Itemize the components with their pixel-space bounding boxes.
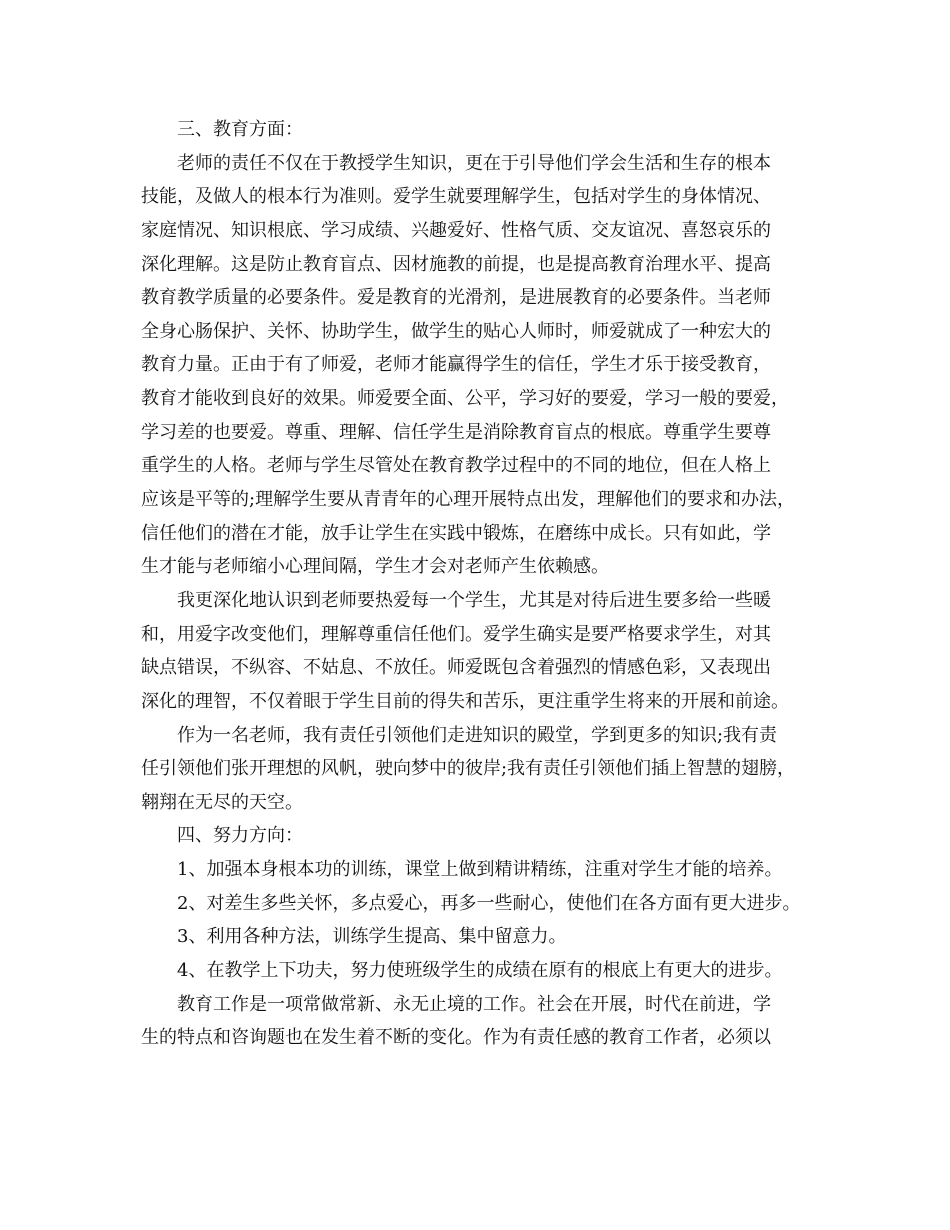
text-line: 3、利用各种方法，训练学生提高、集中留意力。 bbox=[177, 926, 567, 948]
text-line: 家庭情况、知识根底、学习成绩、兴趣爱好、性格气质、交友谊况、喜怒哀乐的 bbox=[141, 219, 771, 241]
text-line: 深化理解。这是防止教育盲点、因材施教的前提，也是提高教育治理水平、提高 bbox=[141, 253, 771, 275]
text-line: 深化的理智，不仅着眼于学生目前的得失和苦乐，更注重学生将来的开展和前途。 bbox=[141, 690, 789, 712]
text-line: 应该是平等的;理解学生要从青青年的心理开展特点出发，理解他们的要求和办法， bbox=[141, 489, 796, 511]
text-line: 技能，及做人的根本行为准则。爱学生就要理解学生，包括对学生的身体情况、 bbox=[141, 186, 771, 208]
text-line: 1、加强本身根本功的训练，课堂上做到精讲精练，注重对学生才能的培养。 bbox=[177, 859, 783, 881]
text-line: 和，用爱字改变他们，理解尊重信任他们。爱学生确实是要严格要求学生，对其 bbox=[141, 623, 771, 645]
document-body bbox=[141, 113, 801, 1055]
text-line: 作为一名老师，我有责任引领他们走进知识的殿堂，学到更多的知识;我有责 bbox=[177, 724, 778, 746]
text-line: 全身心肠保护、关怀、协助学生，做学生的贴心人师时，师爱就成了一种宏大的 bbox=[141, 320, 771, 342]
text-line: 学习差的也要爱。尊重、理解、信任学生是消除教育盲点的根底。尊重学生要尊 bbox=[141, 421, 771, 443]
text-line: 生才能与老师缩小心理间隔，学生才会对老师产生依赖感。 bbox=[141, 556, 609, 578]
text-line: 三、教育方面： bbox=[177, 119, 303, 140]
text-line: 生的特点和咨询题也在发生着不断的变化。作为有责任感的教育工作者，必须以 bbox=[141, 1027, 771, 1049]
text-line: 翱翔在无尽的天空。 bbox=[141, 791, 303, 813]
text-line: 教育工作是一项常做常新、永无止境的工作。社会在开展，时代在前进，学 bbox=[177, 993, 771, 1015]
text-line: 我更深化地认识到老师要热爱每一个学生，尤其是对待后进生要多给一些暖 bbox=[177, 589, 771, 611]
text-line: 任引领他们张开理想的风帆，驶向梦中的彼岸;我有责任引领他们插上智慧的翅膀， bbox=[141, 758, 796, 780]
text-line: 教育力量。正由于有了师爱，老师才能赢得学生的信任，学生才乐于接受教育， bbox=[141, 354, 771, 376]
text-line: 教育教学质量的必要条件。爱是教育的光滑剂，是进展教育的必要条件。当老师 bbox=[141, 287, 771, 309]
text-line: 四、努力方向： bbox=[177, 825, 303, 847]
text-line: 信任他们的潜在才能，放手让学生在实践中锻炼，在磨练中成长。只有如此，学 bbox=[141, 522, 771, 544]
text-line: 老师的责任不仅在于教授学生知识，更在于引导他们学会生活和生存的根本 bbox=[177, 152, 771, 174]
text-line: 2、对差生多些关怀，多点爱心，再多一些耐心，使他们在各方面有更大进步。 bbox=[177, 892, 801, 914]
text-line: 缺点错误，不纵容、不姑息、不放任。师爱既包含着强烈的情感色彩，又表现出 bbox=[141, 657, 771, 679]
text-line: 4、在教学上下功夫，努力使班级学生的成绩在原有的根底上有更大的进步。 bbox=[177, 960, 783, 982]
text-line: 重学生的人格。老师与学生尽管处在教育教学过程中的不同的地位，但在人格上 bbox=[141, 455, 771, 477]
text-line: 教育才能收到良好的效果。师爱要全面、公平，学习好的要爱，学习一般的要爱， bbox=[141, 388, 789, 410]
